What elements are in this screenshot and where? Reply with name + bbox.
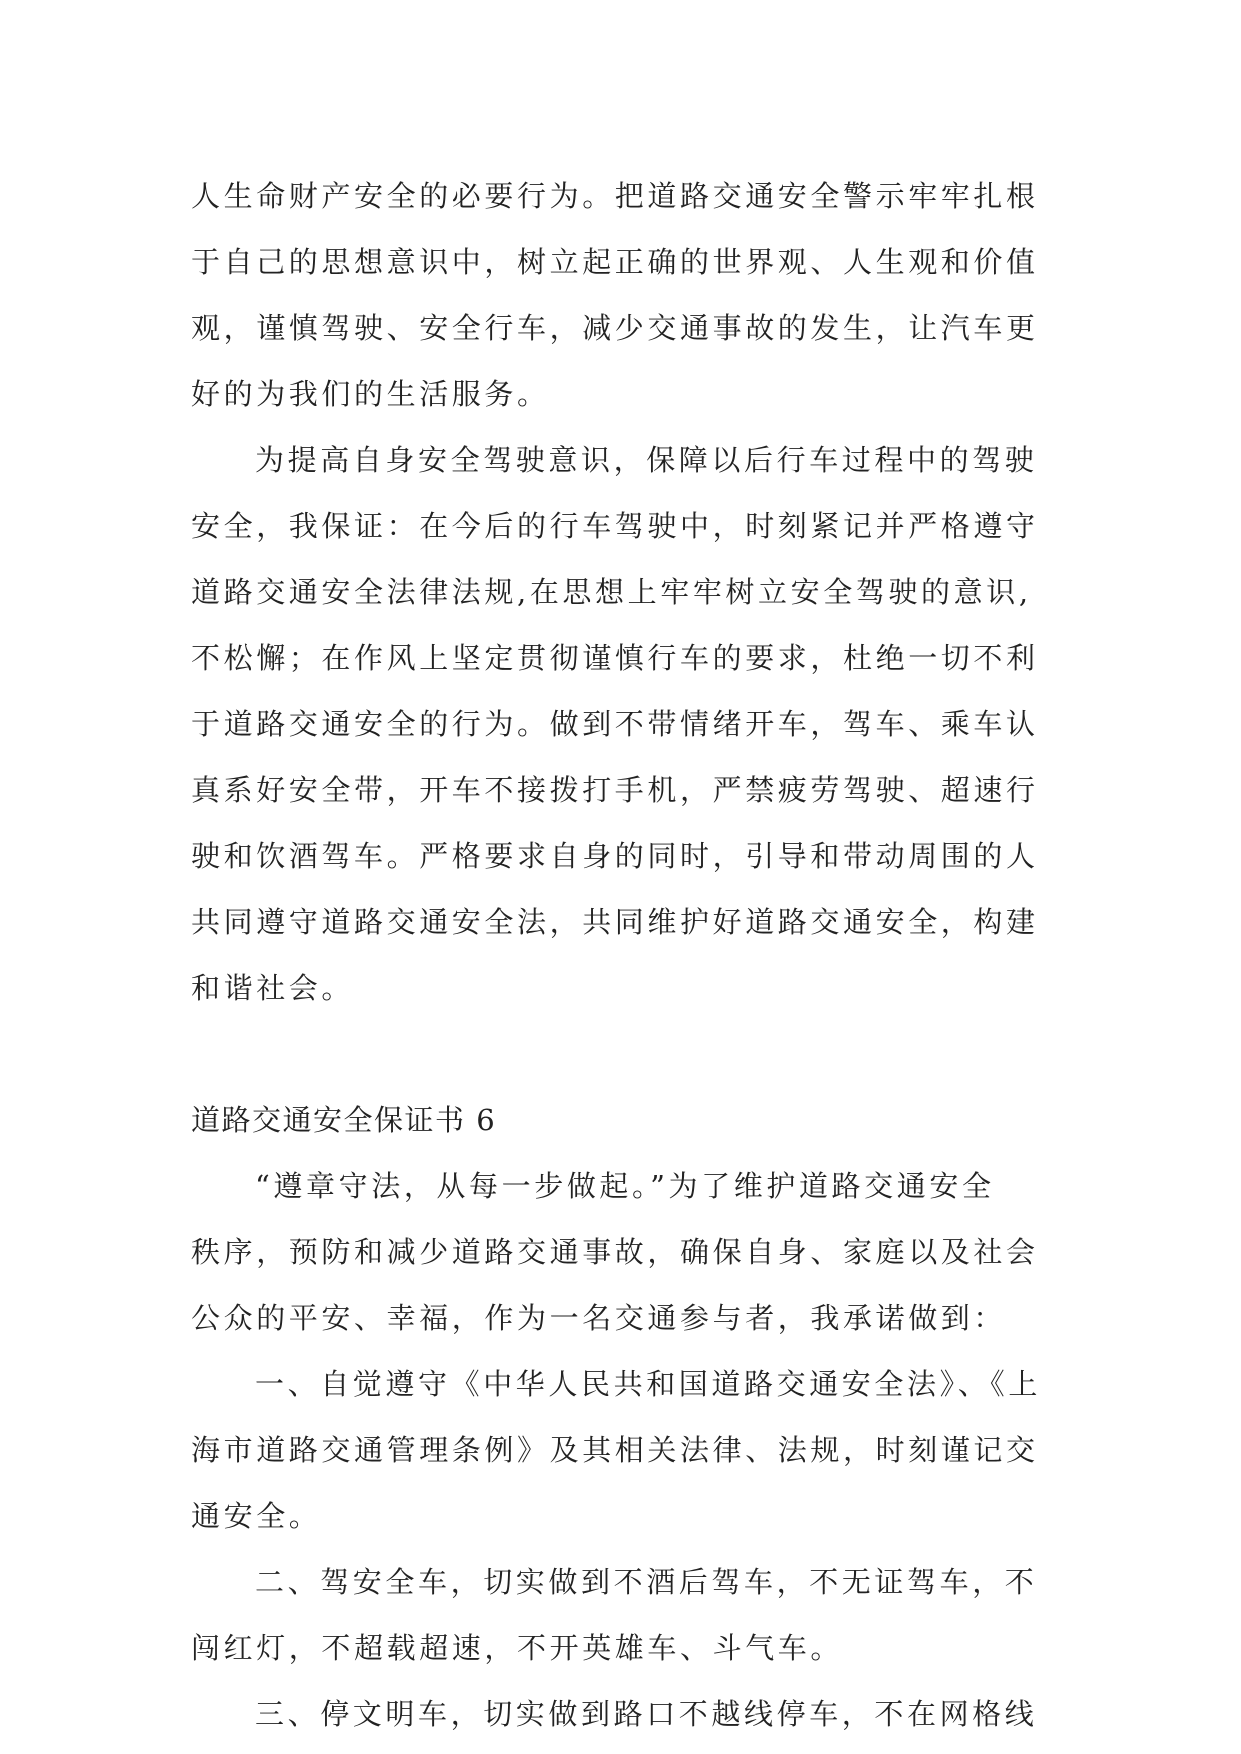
text-line: 闯红灯，不超载超速，不开英雄车、斗气车。 <box>191 1631 844 1665</box>
paragraph-2 <box>191 427 1051 1021</box>
text-line: 海市道路交通管理条例》及其相关法律、法规，时刻谨记交 <box>191 1433 1039 1467</box>
section-title: 道路交通安全保证书 6 <box>191 1103 497 1137</box>
text-line: 通安全。 <box>191 1499 322 1533</box>
text-line: 一、自觉遵守《中华人民共和国道路交通安全法》、《上 <box>255 1367 1042 1401</box>
text-line: 秩序，预防和减少道路交通事故，确保自身、家庭以及社会 <box>191 1235 1039 1269</box>
text-line: “遵章守法，从每一步做起。”为了维护道路交通安全 <box>255 1169 995 1203</box>
text-line: 观，谨慎驾驶、安全行车，减少交通事故的发生，让汽车更 <box>191 311 1039 345</box>
text-line: 人生命财产安全的必要行为。把道路交通安全警示牢牢扎根 <box>191 179 1039 213</box>
text-line: 不松懈；在作风上坚定贯彻谨慎行车的要求，杜绝一切不利 <box>191 641 1039 675</box>
paragraph-4 <box>191 1351 1051 1549</box>
text-line: 于道路交通安全的行为。做到不带情绪开车，驾车、乘车认 <box>191 707 1039 741</box>
paragraph-3 <box>191 1153 1051 1351</box>
text-line: 和谐社会。 <box>191 971 355 1005</box>
text-line: 为提高自身安全驾驶意识，保障以后行车过程中的驾驶 <box>255 443 1038 477</box>
document-body <box>191 163 1051 1747</box>
text-line: 公众的平安、幸福，作为一名交通参与者，我承诺做到： <box>191 1301 1007 1335</box>
paragraph-1 <box>191 163 1051 427</box>
text-line: 二、驾安全车，切实做到不酒后驾车，不无证驾车，不 <box>255 1565 1038 1599</box>
text-line: 于自己的思想意识中，树立起正确的世界观、人生观和价值 <box>191 245 1039 279</box>
section-spacer <box>191 1021 1051 1087</box>
text-line: 驶和饮酒驾车。严格要求自身的同时，引导和带动周围的人 <box>191 839 1039 873</box>
paragraph-5 <box>191 1549 1051 1681</box>
text-line: 好的为我们的生活服务。 <box>191 377 550 411</box>
paragraph-6 <box>191 1681 1051 1747</box>
text-line: 真系好安全带，开车不接拨打手机，严禁疲劳驾驶、超速行 <box>191 773 1039 807</box>
text-line: 三、停文明车，切实做到路口不越线停车，不在网格线 <box>255 1697 1038 1731</box>
text-line: 共同遵守道路交通安全法，共同维护好道路交通安全，构建 <box>191 905 1039 939</box>
text-line: 安全，我保证：在今后的行车驾驶中，时刻紧记并严格遵守 <box>191 509 1039 543</box>
text-line: 道路交通安全法律法规,在思想上牢牢树立安全驾驶的意识, <box>191 575 1032 609</box>
